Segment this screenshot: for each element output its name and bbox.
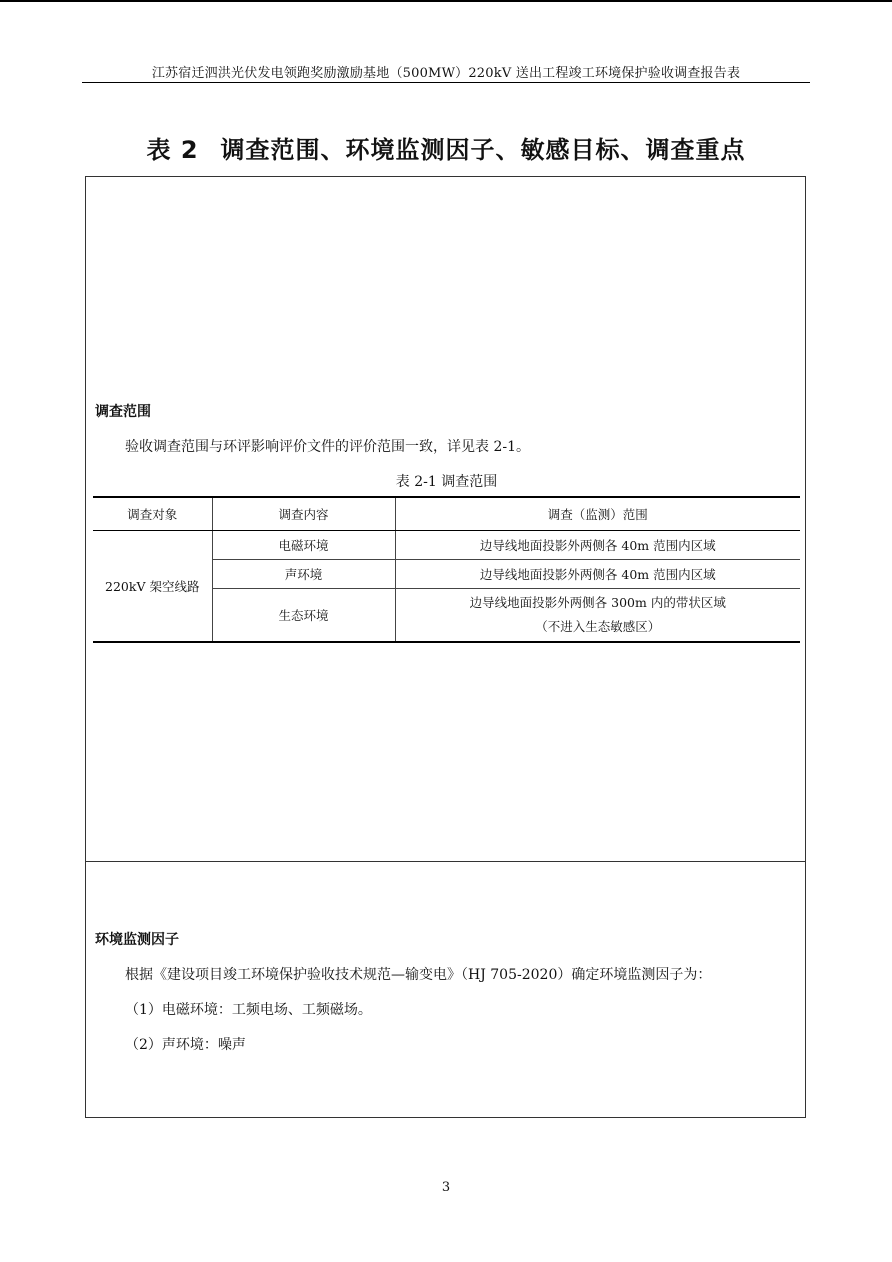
- monitoring-item: （2）声环境：噪声: [125, 1037, 246, 1053]
- scope-paragraph: 验收调查范围与环评影响评价文件的评价范围一致，详见表 2-1。: [125, 439, 530, 455]
- table-title-text: 调查范围、环境监测因子、敏感目标、调查重点: [220, 136, 746, 164]
- column-header: 调查内容: [212, 497, 395, 531]
- top-border-line: [0, 0, 892, 2]
- column-header: 调查（监测）范围: [395, 497, 800, 531]
- header-rule: [82, 82, 810, 83]
- table-caption: 表 2-1 调查范围: [395, 474, 498, 490]
- running-header: 江苏宿迁泗洪光伏发电领跑奖励激励基地（500MW）220kV 送出工程竣工环境保护验收调查报告表: [151, 66, 741, 81]
- page-number: 3: [441, 1180, 451, 1195]
- monitoring-section-box: [85, 861, 806, 1118]
- scope-table: [93, 496, 800, 643]
- table-number: 表 2: [146, 136, 199, 164]
- page-title: [82, 130, 810, 165]
- survey-range-line: 边导线地面投影外两侧各 300m 内的带状区域: [469, 595, 726, 610]
- monitoring-heading: 环境监测因子: [95, 932, 179, 948]
- survey-content-cell: 电磁环境: [212, 531, 395, 560]
- monitoring-paragraph: 根据《建设项目竣工环境保护验收技术规范—输变电》（HJ 705-2020）确定环境监测因子为：: [125, 967, 712, 983]
- survey-range-cell: [395, 589, 800, 643]
- table-header-row: [93, 497, 800, 531]
- monitoring-item: （1）电磁环境：工频电场、工频磁场。: [125, 1002, 372, 1018]
- survey-content-cell: 生态环境: [212, 589, 395, 643]
- scope-heading: 调查范围: [95, 404, 151, 420]
- survey-content-cell: 声环境: [212, 560, 395, 589]
- column-header: 调查对象: [93, 497, 212, 531]
- table-row: [93, 531, 800, 560]
- survey-object-cell: 220kV 架空线路: [93, 531, 212, 643]
- survey-range-cell: 边导线地面投影外两侧各 40m 范围内区域: [395, 560, 800, 589]
- survey-range-cell: 边导线地面投影外两侧各 40m 范围内区域: [395, 531, 800, 560]
- survey-range-note: （不进入生态敏感区）: [535, 619, 661, 634]
